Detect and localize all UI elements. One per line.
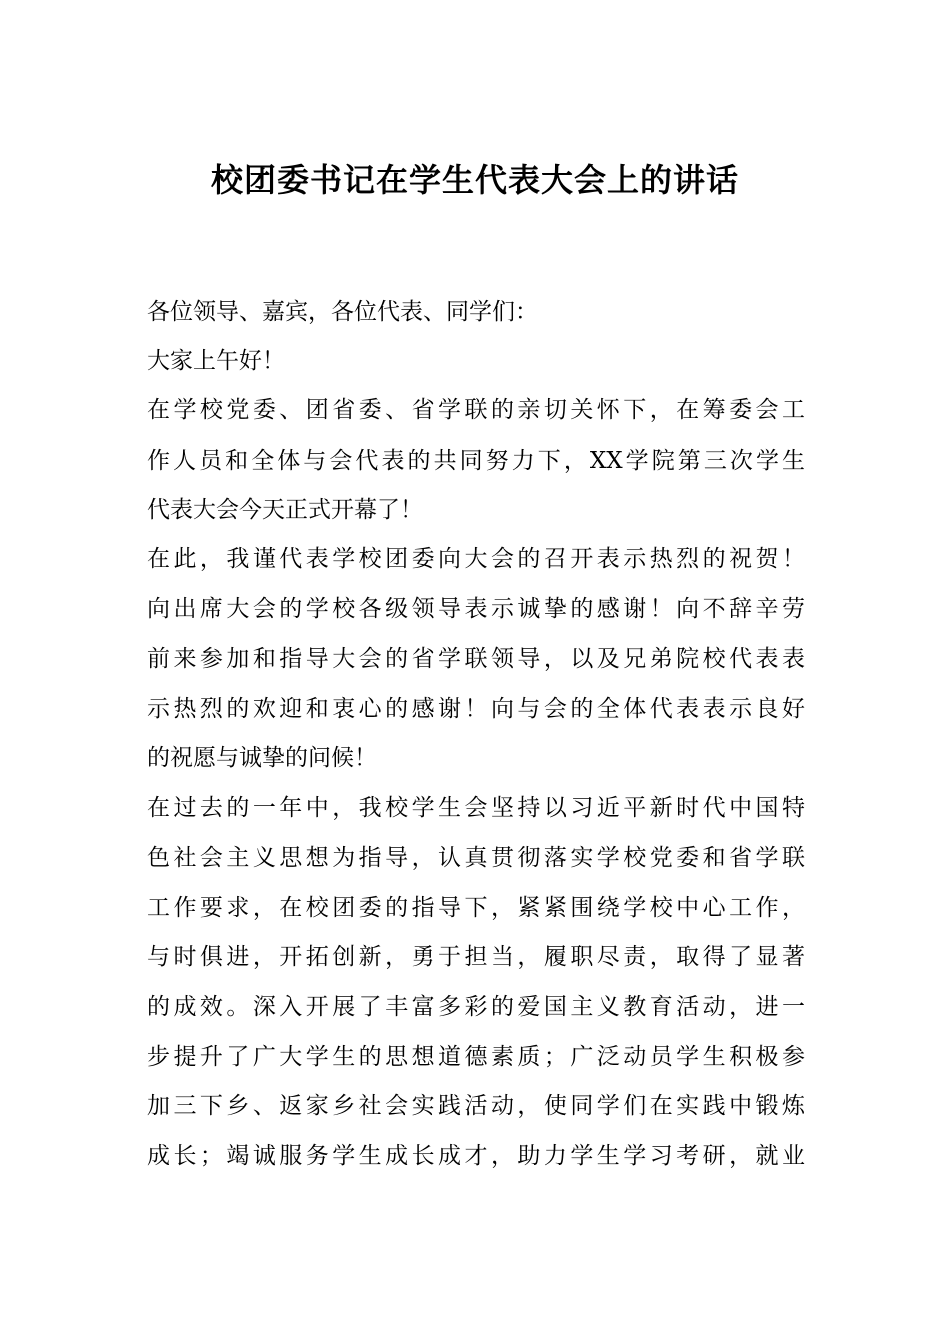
paragraph-line: 作人员和全体与会代表的共同努力下，XX学院第三次学生 <box>147 448 805 474</box>
paragraph-line: 色社会主义思想为指导，认真贯彻落实学校党委和省学联 <box>147 845 805 871</box>
paragraph-line: 工作要求，在校团委的指导下，紧紧围绕学校中心工作， <box>147 895 805 921</box>
salutation-line: 各位领导、嘉宾，各位代表、同学们： <box>147 299 538 325</box>
paragraph-line: 的成效。深入开展了丰富多彩的爱国主义教育活动，进一 <box>147 994 805 1020</box>
paragraph-line: 代表大会今天正式开幕了！ <box>147 497 423 523</box>
paragraph-line: 前来参加和指导大会的省学联领导，以及兄弟院校代表表 <box>147 646 805 672</box>
document-title: 校团委书记在学生代表大会上的讲话 <box>210 161 739 199</box>
paragraph-line: 与时俱进，开拓创新，勇于担当，履职尽责，取得了显著 <box>147 944 805 970</box>
greeting-line: 大家上午好！ <box>147 348 285 374</box>
paragraph-line: 在学校党委、团省委、省学联的亲切关怀下，在筹委会工 <box>147 397 805 423</box>
paragraph-line: 的祝愿与诚挚的问候！ <box>147 745 377 771</box>
paragraph-line: 向出席大会的学校各级领导表示诚挚的感谢！向不辞辛劳 <box>147 596 805 622</box>
paragraph-line: 步提升了广大学生的思想道德素质；广泛动员学生积极参 <box>147 1044 805 1070</box>
paragraph-line: 在过去的一年中，我校学生会坚持以习近平新时代中国特 <box>147 795 805 821</box>
paragraph-line: 示热烈的欢迎和衷心的感谢！向与会的全体代表表示良好 <box>147 696 805 722</box>
paragraph-line: 成长；竭诚服务学生成长成才，助力学生学习考研，就业 <box>147 1143 805 1169</box>
paragraph-line: 加三下乡、返家乡社会实践活动，使同学们在实践中锻炼 <box>147 1093 805 1119</box>
paragraph-line: 在此，我谨代表学校团委向大会的召开表示热烈的祝贺！ <box>147 546 805 572</box>
